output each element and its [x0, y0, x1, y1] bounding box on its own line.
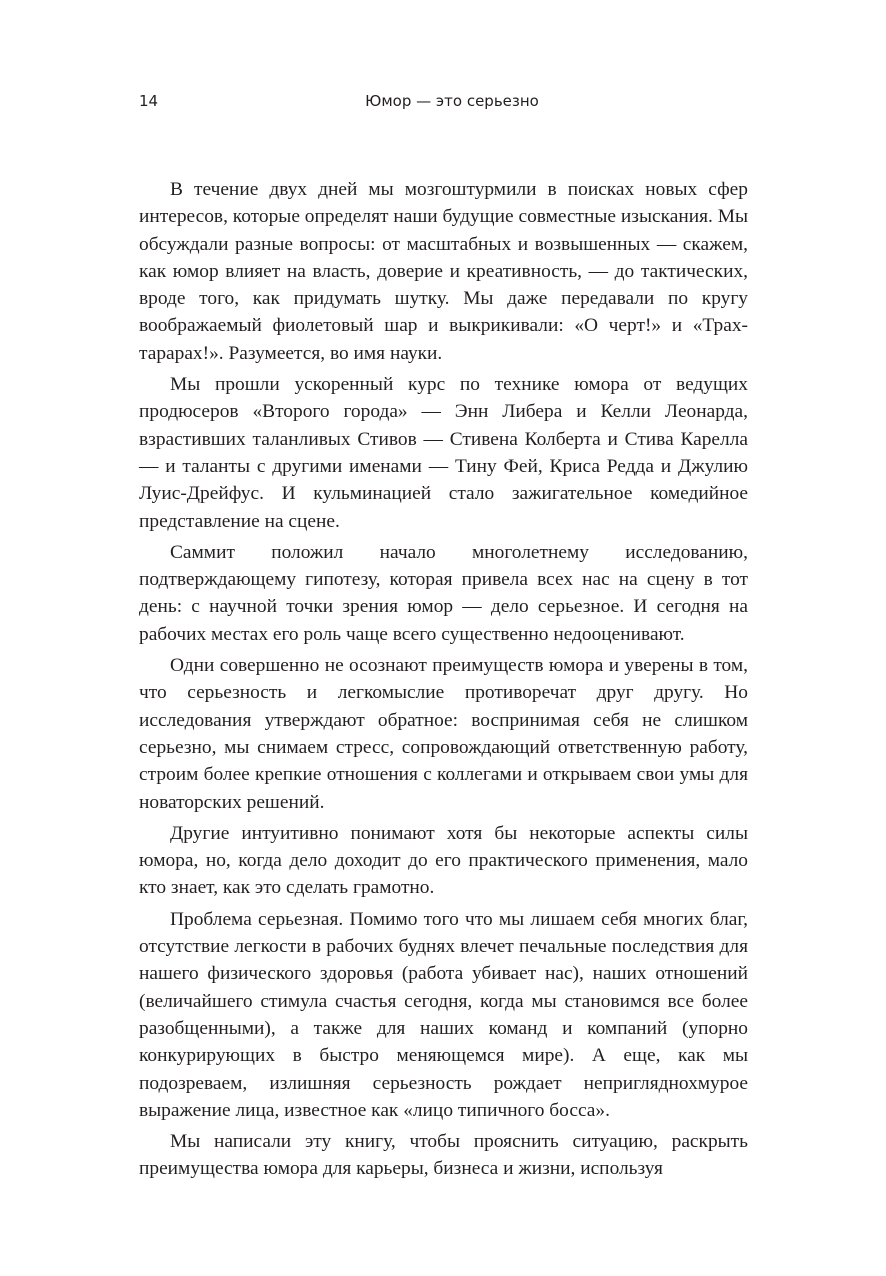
paragraph: Одни совершенно не осознают преимуществ юмора и уверены в том, что серьезность и легкомыслие противоречат друг другу. Но исследования утверждают обратное: воспринимая себя не слишком серьезно, мы снимаем стресс, сопровождающий ответственную работу, строим более крепкие отношения с коллегами и открываем свои умы для новаторских решений. — [139, 655, 748, 813]
paragraph: Саммит положил начало многолетнему исследованию, подтверждающему гипотезу, которая привела всех нас на сцену в тот день: с научной точки зрения юмор — дело серьезное. И сегодня на рабочих местах его роль чаще всего существенно недооценивают. — [139, 541, 748, 645]
paragraph: Проблема серьезная. Помимо того что мы лишаем себя многих благ, отсутствие легкости в рабочих буднях влечет печальные последствия для нашего физического здоровья (работа убивает нас), наших отношений (величайшего стимула счастья сегодня, когда мы становимся все более разобщенными), а также для наших команд и компаний (упорно конкурирующих в быстро меняющемся мире). А еще, как мы подозреваем, излишняя серьезность рождает непригляднохмурое выражение лица, известное как «лицо типичного босса». — [139, 908, 748, 1121]
page-number: 14 — [139, 92, 159, 110]
paragraph: Другие интуитивно понимают хотя бы некоторые аспекты силы юмора, но, когда дело доходит до его практического применения, мало кто знает, как это сделать грамотно. — [139, 822, 748, 899]
body-text — [139, 176, 748, 1183]
paragraph: Мы написали эту книгу, чтобы прояснить ситуацию, раскрыть преимущества юмора для карьеры, бизнеса и жизни, используя — [139, 1131, 748, 1180]
paragraph: Мы прошли ускоренный курс по технике юмора от ведущих продюсеров «Второго города» — Энн Либера и Келли Леонарда, взрастивших таланливых Стивов — Стивена Колберта и Стива Карелла — и таланты с другими именами — Тину Фей, Криса Редда и Джулию Луис-Дрейфус. И кульминацией стало зажигательное комедийное представление на сцене. — [139, 374, 748, 532]
running-title: Юмор — это серьезно — [365, 92, 539, 110]
paragraph: В течение двух дней мы мозгоштурмили в поисках новых сфер интересов, которые определят наши будущие совместные изыскания. Мы обсуждали разные вопросы: от масштабных и возвышенных — скажем, как юмор влияет на власть, доверие и креативность, — до тактических, вроде того, как придумать шутку. Мы даже передавали по кругу воображаемый фиолетовый шар и выкрикивали: «О черт!» и «Трах-тарарах!». Разумеется, во имя науки. — [139, 179, 748, 364]
running-head — [0, 92, 886, 116]
